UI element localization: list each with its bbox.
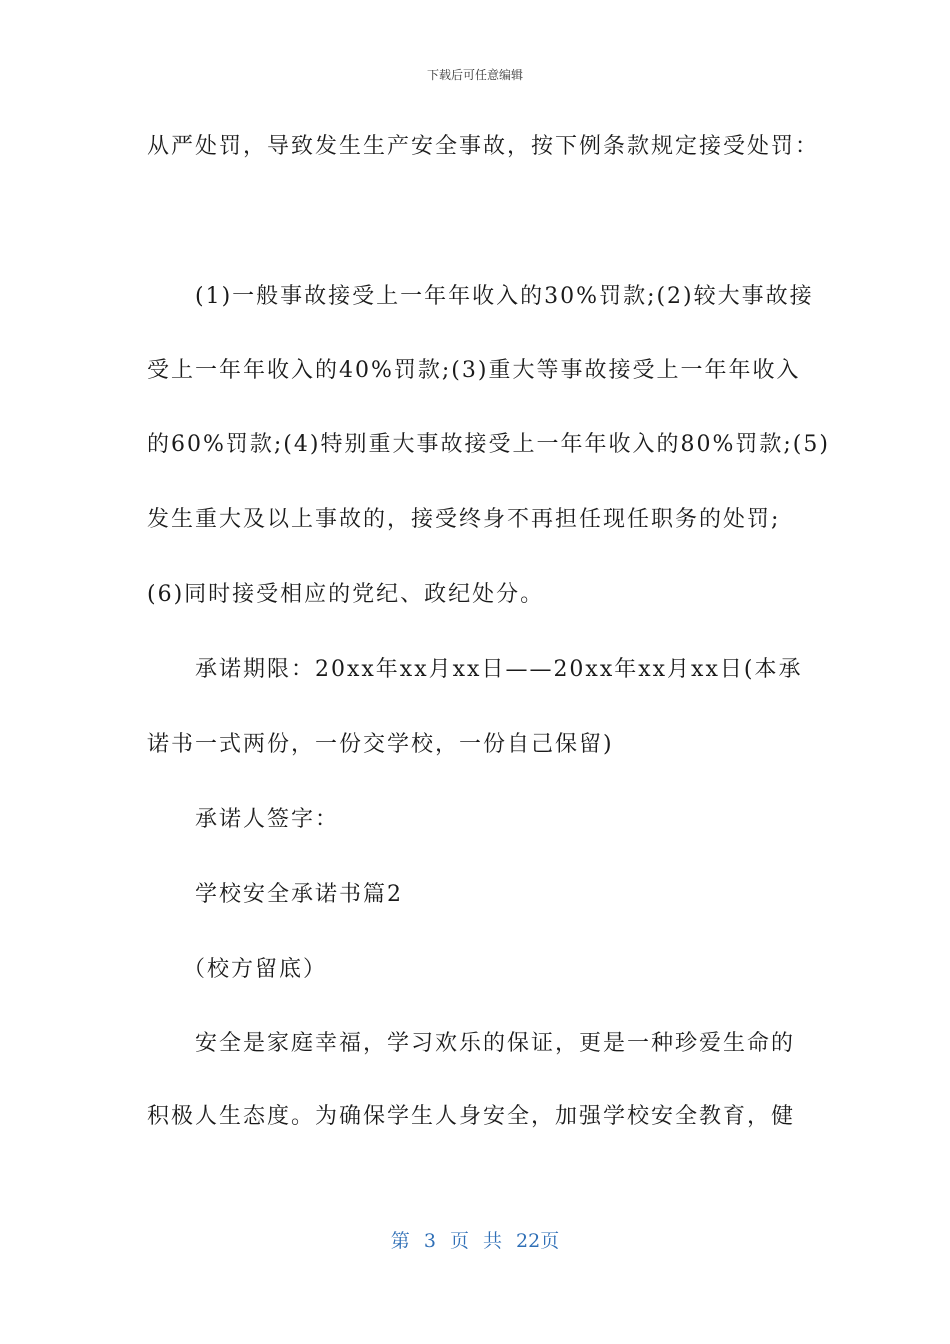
body-line-8: 诺书一式两份，一份交学校，一份自己保留) [147,732,614,757]
body-line-6: (6)同时接受相应的党纪、政纪处分。 [147,582,545,607]
body-line-13: 积极人生态度。为确保学生人身安全，加强学校安全教育，健 [147,1104,796,1129]
body-line-5: 发生重大及以上事故的，接受终身不再担任现任职务的处罚; [147,507,781,532]
body-line-4: 的60%罚款;(4)特别重大事故接受上一年年收入的80%罚款;(5) [147,432,830,457]
page-footer: 第 3 页 共 22页 [390,1230,560,1252]
body-line-2: (1)一般事故接受上一年年收入的30%罚款;(2)较大事故接 [195,284,814,309]
signature-label: 承诺人签字： [195,807,340,832]
body-line-3: 受上一年年收入的40%罚款;(3)重大等事故接受上一年年收入 [147,358,801,383]
body-line-1: 从严处罚，导致发生生产安全事故，按下例条款规定接受处罚： [147,134,820,159]
section-subtitle: （校方留底） [183,957,328,982]
section-title: 学校安全承诺书篇2 [195,882,403,907]
body-line-12: 安全是家庭幸福，学习欢乐的保证，更是一种珍爱生命的 [195,1031,796,1056]
body-line-7: 承诺期限：20xx年xx月xx日——20xx年xx月xx日(本承 [195,657,803,682]
page-header: 下载后可任意编辑 [426,68,523,82]
